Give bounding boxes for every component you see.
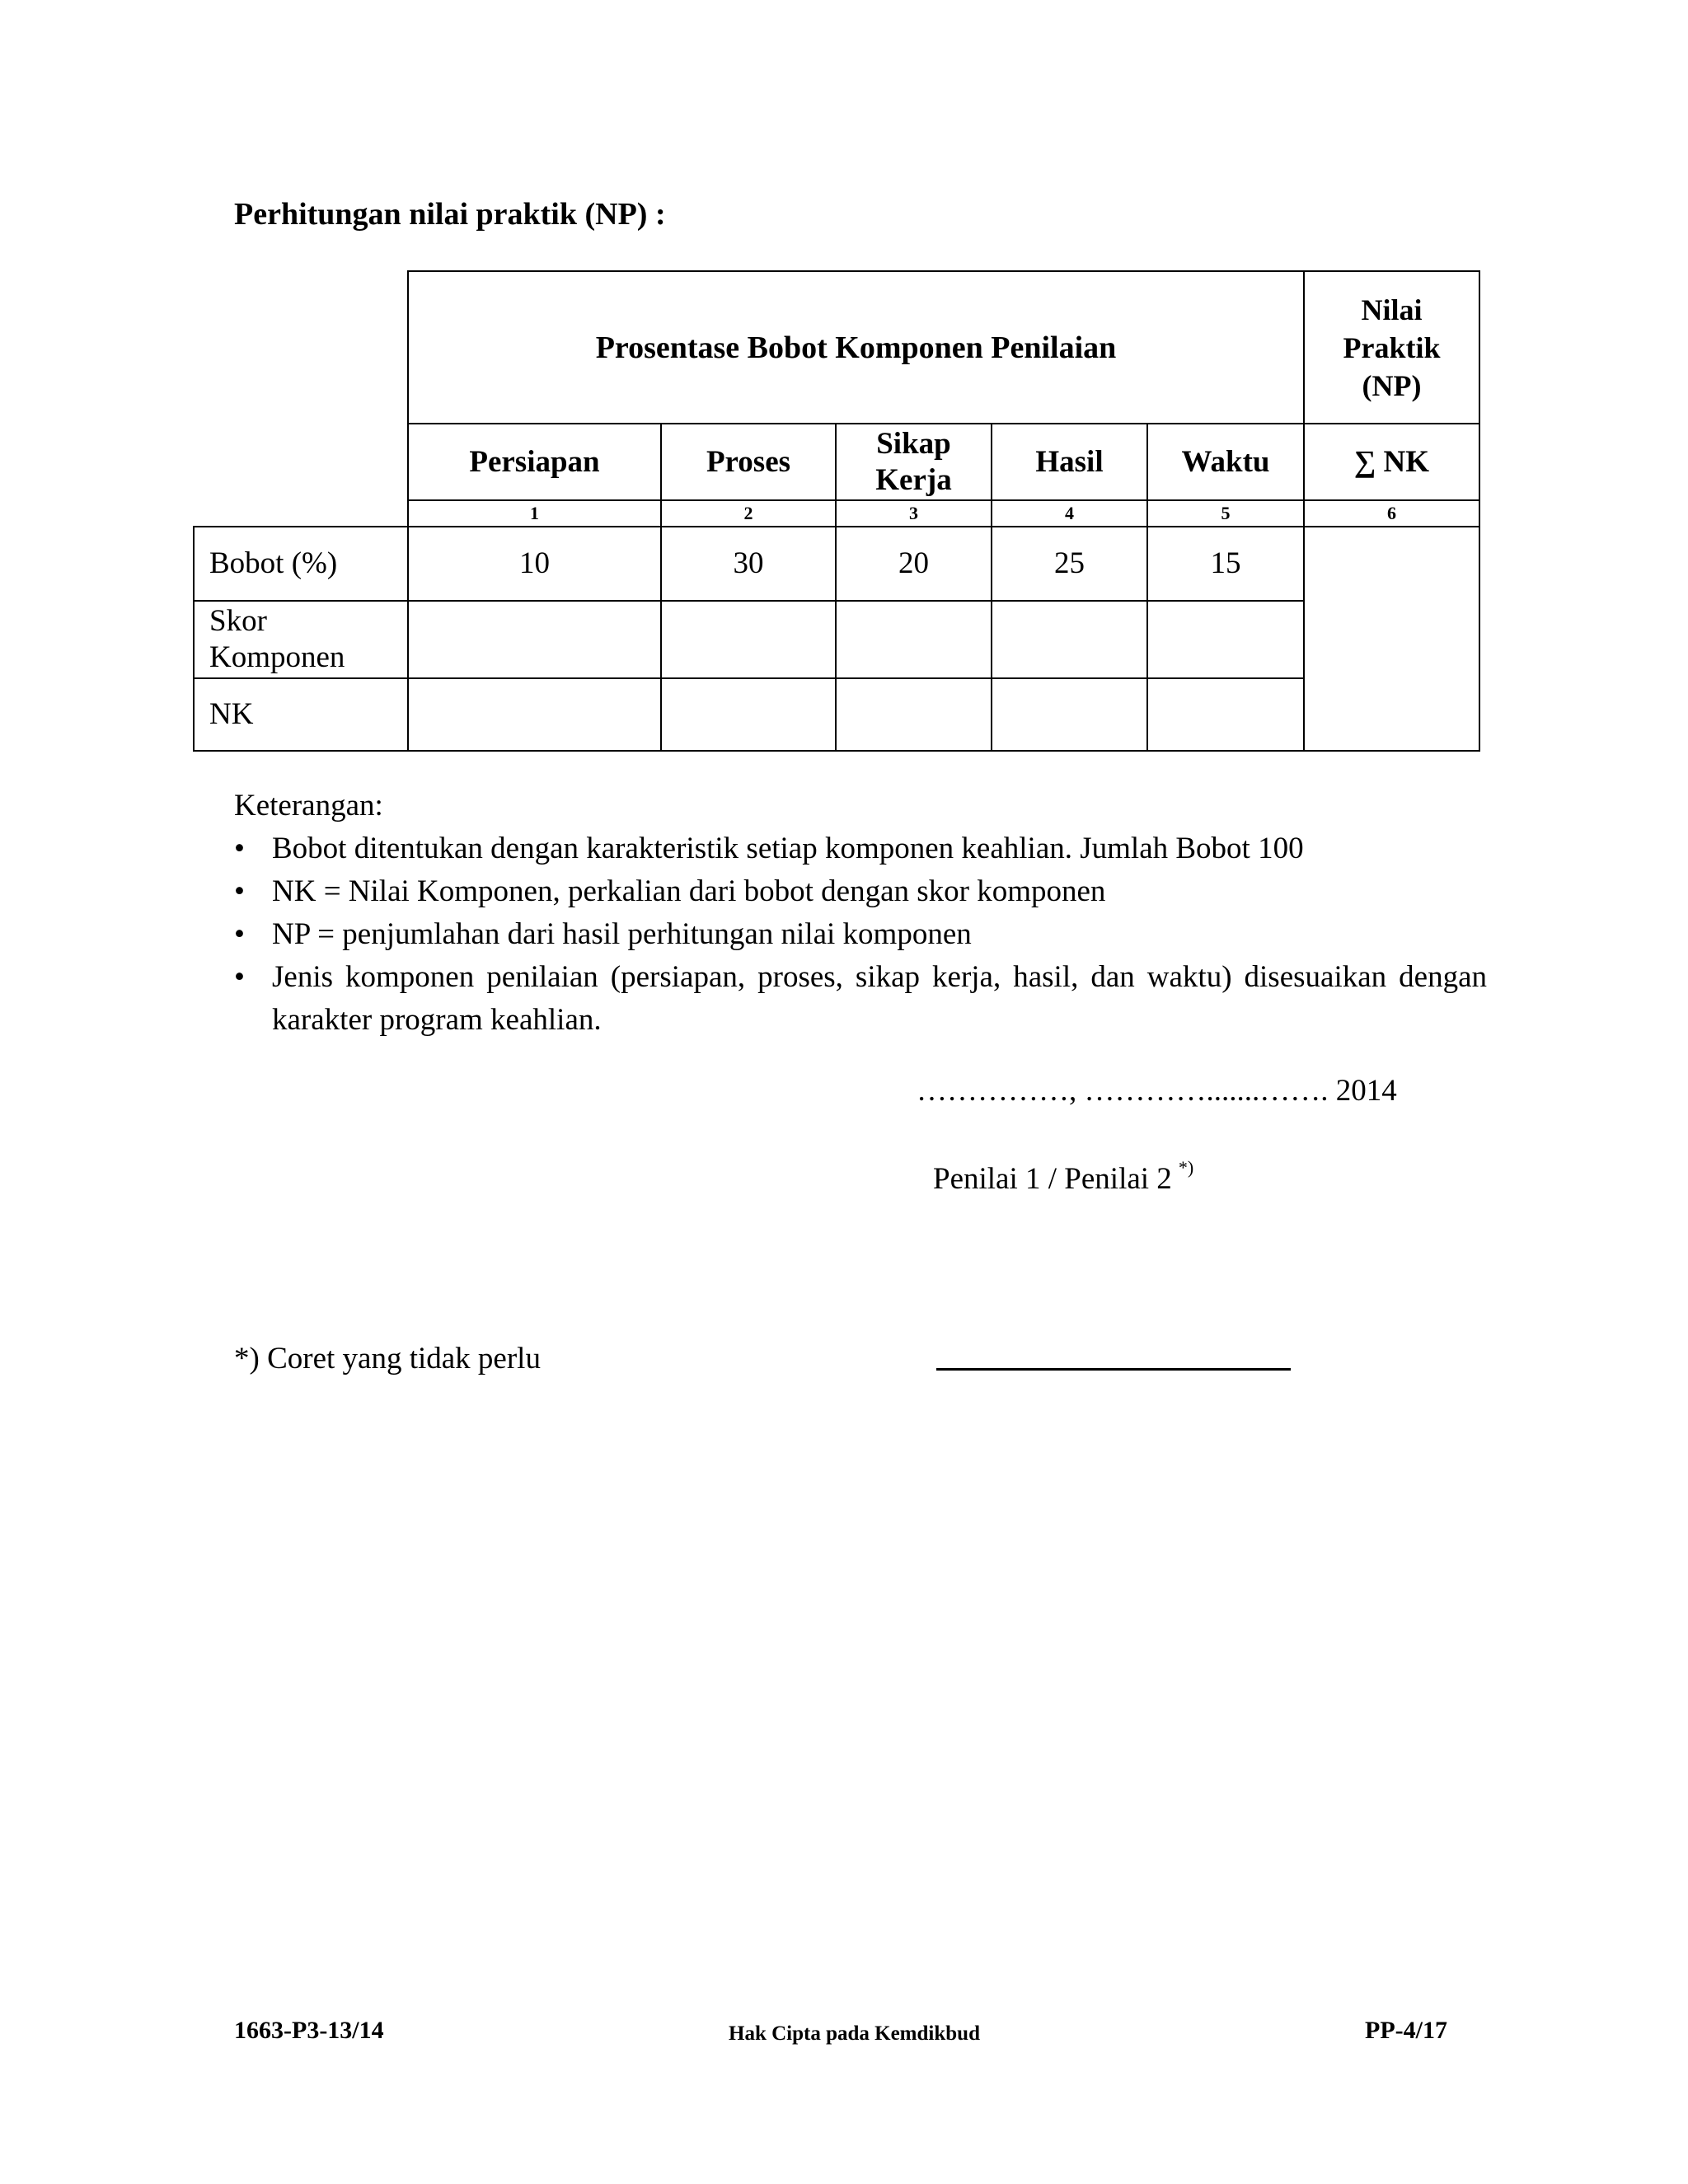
list-item (234, 913, 1487, 956)
cell-bobot-proses: 30 (661, 527, 836, 601)
cell-np-total (1304, 527, 1479, 751)
np-header-line-1: Nilai (1361, 293, 1423, 326)
cell-nk-persiapan (408, 678, 661, 751)
footer-doc-code: 1663-P3-13/14 (234, 2017, 384, 2044)
note-text: Jenis komponen penilaian (persiapan, proses, sikap kerja, hasil, dan waktu) disesuaikan dengan karakter program keahlian. (272, 960, 1487, 1037)
main-header: Prosentase Bobot Komponen Penilaian (408, 271, 1304, 424)
list-item (234, 956, 1487, 1042)
bullet-icon: • (234, 832, 245, 865)
col-index-5: 5 (1147, 500, 1304, 527)
notes-heading: Keterangan: (234, 789, 383, 823)
list-item (234, 827, 1487, 870)
cell-skor-sikap-kerja (836, 601, 992, 678)
col-index-2: 2 (661, 500, 836, 527)
assessment-table (193, 270, 1480, 752)
col-index-3: 3 (836, 500, 992, 527)
footer-page-number: PP-4/17 (1365, 2017, 1447, 2044)
signature-line (936, 1368, 1291, 1371)
cell-skor-hasil (992, 601, 1147, 678)
notes-section (234, 785, 1487, 1042)
col-header-sikap-kerja-text: Sikap Kerja (875, 426, 952, 497)
cell-bobot-sikap-kerja: 20 (836, 527, 992, 601)
col-header-waktu: Waktu (1147, 424, 1304, 500)
notes-list (234, 827, 1487, 1042)
cell-nk-hasil (992, 678, 1147, 751)
list-item (234, 870, 1487, 913)
note-text: NK = Nilai Komponen, perkalian dari bobot dengan skor komponen (272, 874, 1106, 908)
footer-copyright: Hak Cipta pada Kemdikbud (729, 2022, 980, 2045)
cell-nk-waktu (1147, 678, 1304, 751)
col-header-hasil: Hasil (992, 424, 1147, 500)
note-text: NP = penjumlahan dari hasil perhitungan nilai komponen (272, 917, 972, 951)
np-header-line-3: (NP) (1362, 368, 1422, 402)
np-header-line-2: Praktik (1343, 330, 1441, 364)
bullet-icon: • (234, 960, 245, 994)
signature-role-mark: *) (1178, 1157, 1194, 1178)
col-index-6: 6 (1304, 500, 1479, 527)
col-header-sum-nk: ∑ NK (1304, 424, 1479, 500)
signature-role-text: Penilai 1 / Penilai 2 (933, 1162, 1172, 1196)
cell-skor-waktu (1147, 601, 1304, 678)
bullet-icon: • (234, 874, 245, 908)
page-title: Perhitungan nilai praktik (NP) : (234, 197, 666, 232)
table-corner-empty (194, 271, 408, 424)
col-header-sikap-kerja (836, 424, 992, 500)
row-label-bobot: Bobot (%) (194, 527, 408, 601)
col-index-4: 4 (992, 500, 1147, 527)
cell-bobot-hasil: 25 (992, 527, 1147, 601)
cell-skor-persiapan (408, 601, 661, 678)
cell-skor-proses (661, 601, 836, 678)
cell-nk-proses (661, 678, 836, 751)
row-label-nk: NK (194, 678, 408, 751)
signature-date-line: ……………, ………….......……. 2014 (917, 1074, 1397, 1108)
cell-bobot-persiapan: 10 (408, 527, 661, 601)
row-label-skor-komponen-text: Skor Komponen (209, 604, 345, 674)
col-header-persiapan: Persiapan (408, 424, 661, 500)
cell-nk-sikap-kerja (836, 678, 992, 751)
cell-bobot-waktu: 15 (1147, 527, 1304, 601)
bullet-icon: • (234, 917, 245, 951)
signature-role (933, 1148, 1193, 1199)
np-header (1304, 271, 1479, 424)
table-corner-empty (194, 500, 408, 527)
footnote: *) Coret yang tidak perlu (234, 1342, 541, 1376)
col-index-1: 1 (408, 500, 661, 527)
note-text: Bobot ditentukan dengan karakteristik setiap komponen keahlian. Jumlah Bobot 100 (272, 832, 1304, 865)
col-header-proses: Proses (661, 424, 836, 500)
row-label-skor-komponen (194, 601, 408, 678)
table-corner-empty (194, 424, 408, 500)
